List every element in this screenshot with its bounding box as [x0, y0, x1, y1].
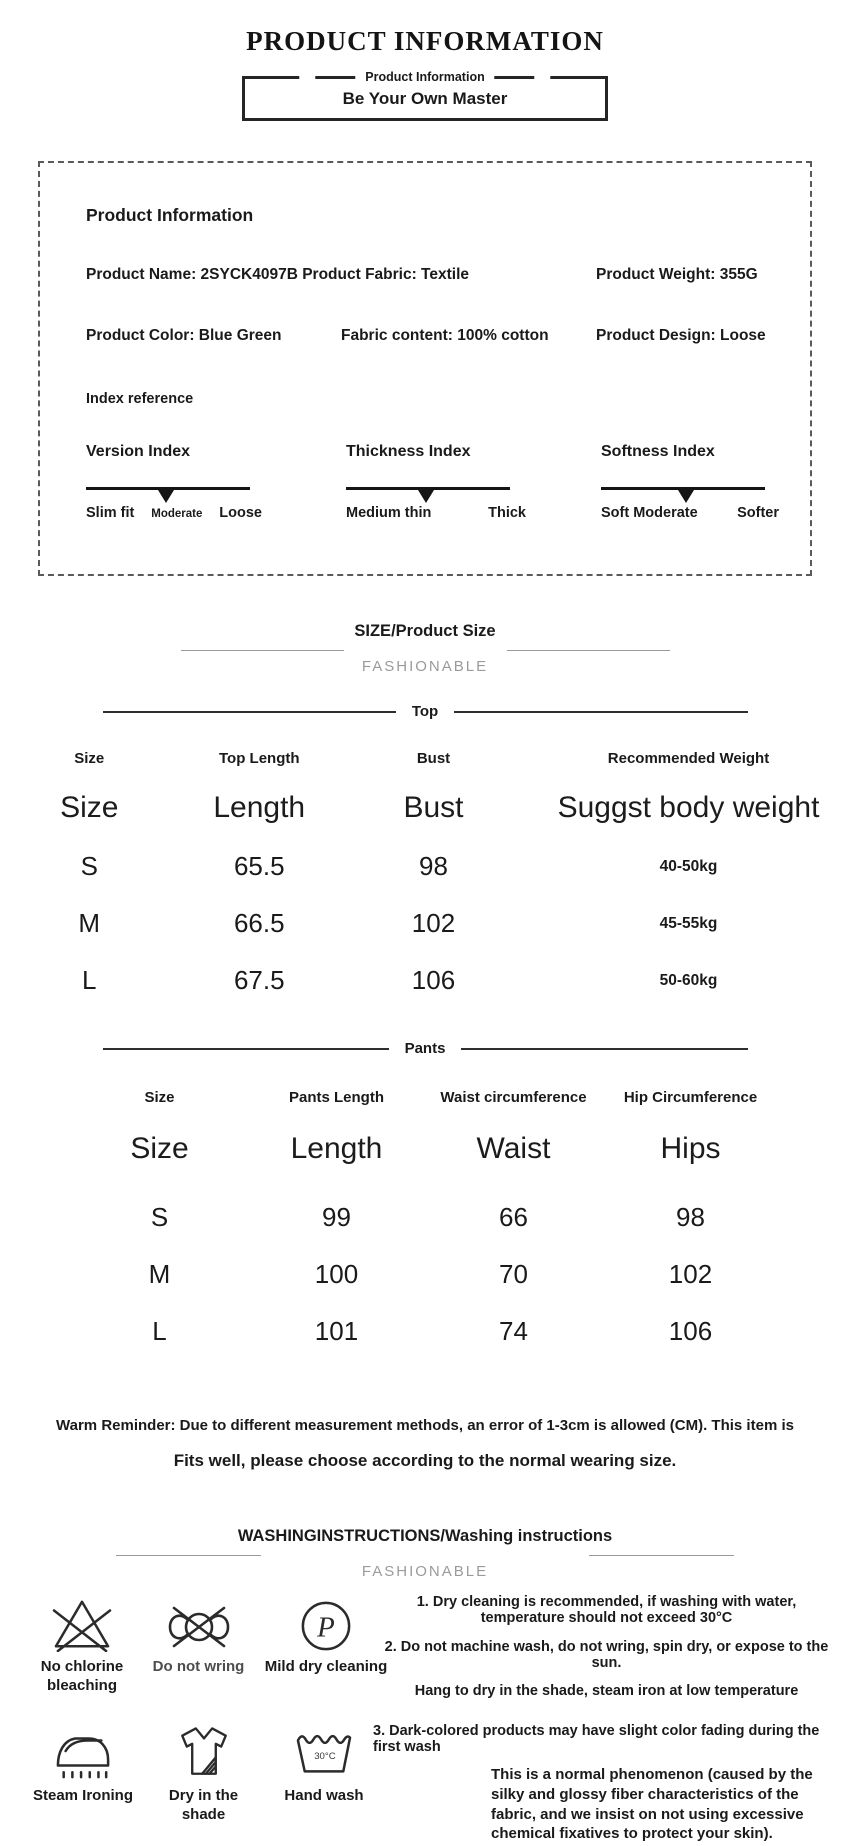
brand-text: FASHIONABLE [361, 658, 489, 675]
mark-thick: Thick [488, 505, 526, 521]
field-fabric-content: Fabric content: 100% cotton [341, 327, 549, 344]
col-waist: Waist circumference [440, 1089, 587, 1106]
thickness-index [346, 443, 601, 521]
top-size-table [0, 703, 850, 996]
col-bust: Bust [416, 750, 451, 767]
info-row-2 [86, 327, 784, 345]
col-size: Size [74, 750, 105, 767]
pants-size-table [0, 1040, 850, 1347]
washing-note: 3. Dark-colored products may have slight color fading during the first wash [373, 1723, 820, 1755]
brand-text: FASHIONABLE [361, 1563, 489, 1580]
version-index [86, 443, 346, 521]
top-divider-label: Top [411, 703, 439, 720]
no-chlorine-bleaching-icon [51, 1594, 113, 1652]
table-row: L 101 74 106 [152, 1316, 713, 1346]
pants-table-subheader: Size Length Waist Hips [130, 1132, 721, 1165]
washing-note: Hang to dry in the shade, steam iron at low temperature [414, 1683, 799, 1699]
table-row: S 99 66 98 [150, 1202, 705, 1232]
washing-icons-row-1 [28, 1594, 388, 1699]
softness-index-marks [601, 505, 779, 521]
version-index-marks [86, 505, 262, 521]
washing-icon-cell: P Mild dry cleaning [261, 1594, 391, 1677]
info-heading: Product Information [86, 205, 254, 225]
slider-marker-icon [678, 490, 694, 503]
softness-index-slider [601, 487, 765, 490]
washing-note: 1. Dry cleaning is recommended, if washing with water, temperature should not exceed 30°C [416, 1594, 797, 1626]
top-divider [103, 703, 748, 720]
index-reference-heading: Index reference [86, 391, 194, 407]
col-size: Size [144, 1089, 175, 1106]
table-row: L 67.5 106 50-60kg [82, 965, 718, 995]
info-row-1 [86, 266, 784, 284]
dry-in-the-shade-icon [175, 1723, 233, 1781]
version-index-slider [86, 487, 250, 490]
col-hip: Hip Circumference [623, 1089, 758, 1106]
washing-icon-cell: 30°C Hand wash [269, 1723, 379, 1806]
softness-index [601, 443, 784, 521]
washing-notes-1 [373, 1594, 840, 1699]
mark-slim-fit: Slim fit [86, 505, 135, 521]
heading-rule [0, 1555, 850, 1556]
pants-table-header [71, 1089, 779, 1106]
washing-notes-2 [373, 1723, 840, 1844]
banner-label: Product Information [299, 70, 550, 84]
banner-box [242, 70, 608, 121]
washing-icon-cell: Dry in the shade [152, 1723, 256, 1825]
steam-ironing-icon [52, 1723, 114, 1781]
top-table-subheader: Size Length Bust Suggst body weight [60, 791, 820, 824]
table-row: M 100 70 102 [148, 1259, 713, 1289]
washing-instructions [0, 1594, 850, 1844]
mark-loose: Loose [219, 505, 262, 521]
pants-divider [103, 1040, 748, 1057]
mild-dry-cleaning-icon [300, 1594, 352, 1652]
thickness-index-marks [346, 505, 526, 521]
softness-index-label: Softness Index [601, 443, 715, 460]
size-section-heading: SIZE/Product Size [354, 622, 496, 640]
page-title: PRODUCT INFORMATION [246, 26, 604, 56]
version-index-label: Version Index [86, 443, 191, 460]
field-weight: Product Weight: 355G [596, 266, 758, 283]
svg-text:30°C: 30°C [314, 1750, 336, 1762]
thickness-index-slider [346, 487, 510, 490]
svg-text:P: P [317, 1611, 335, 1644]
washing-note: 2. Do not machine wash, do not wring, spin dry, or expose to the sun. [384, 1639, 829, 1671]
hand-wash-icon [293, 1723, 355, 1781]
thickness-index-label: Thickness Index [346, 443, 471, 460]
washing-icon-cell: Steam Ironing [28, 1723, 138, 1806]
washing-icons-row-2 [28, 1723, 373, 1844]
heading-rule [0, 650, 850, 651]
index-grid [86, 443, 784, 521]
pants-divider-label: Pants [404, 1040, 446, 1057]
washing-icon-cell: Do not wring [139, 1594, 259, 1677]
field-name-fabric: Product Name: 2SYCK4097B Product Fabric: Textile [86, 266, 470, 283]
washing-section-heading: WASHINGINSTRUCTIONS/Washing instructions [237, 1527, 613, 1545]
field-color: Product Color: Blue Green [86, 327, 282, 344]
product-info-box [38, 161, 812, 576]
banner-slogan: Be Your Own Master [342, 89, 508, 108]
mark-moderate: Moderate [151, 508, 203, 520]
top-table-header [0, 750, 850, 767]
mark-soft-moderate: Soft Moderate [601, 505, 698, 521]
table-row: S 65.5 98 40-50kg [80, 851, 718, 881]
washing-note: This is a normal phenomenon (caused by the silky and glossy fiber characteristics of the fabric, and we insist on not using excessive chemical fixatives to protect your skin). [491, 1766, 813, 1843]
table-row: M 66.5 102 45-55kg [78, 908, 718, 938]
col-recommended-weight: Recommended Weight [607, 750, 770, 767]
col-pants-length: Pants Length [288, 1089, 384, 1106]
mark-medium-thin: Medium thin [346, 505, 432, 521]
slider-marker-icon [158, 490, 174, 503]
col-top-length: Top Length [218, 750, 300, 767]
field-design: Product Design: Loose [596, 327, 766, 344]
do-not-wring-icon [166, 1594, 232, 1652]
mark-softer: Softer [737, 505, 779, 521]
washing-icon-cell: No chlorine bleaching [28, 1594, 136, 1696]
warm-reminder-line2: Fits well, please choose according to the normal wearing size. [173, 1451, 677, 1470]
slider-marker-icon [418, 490, 434, 503]
warm-reminder-line1: Warm Reminder: Due to different measurement methods, an error of 1-3cm is allowed (CM). This item is [56, 1417, 794, 1434]
